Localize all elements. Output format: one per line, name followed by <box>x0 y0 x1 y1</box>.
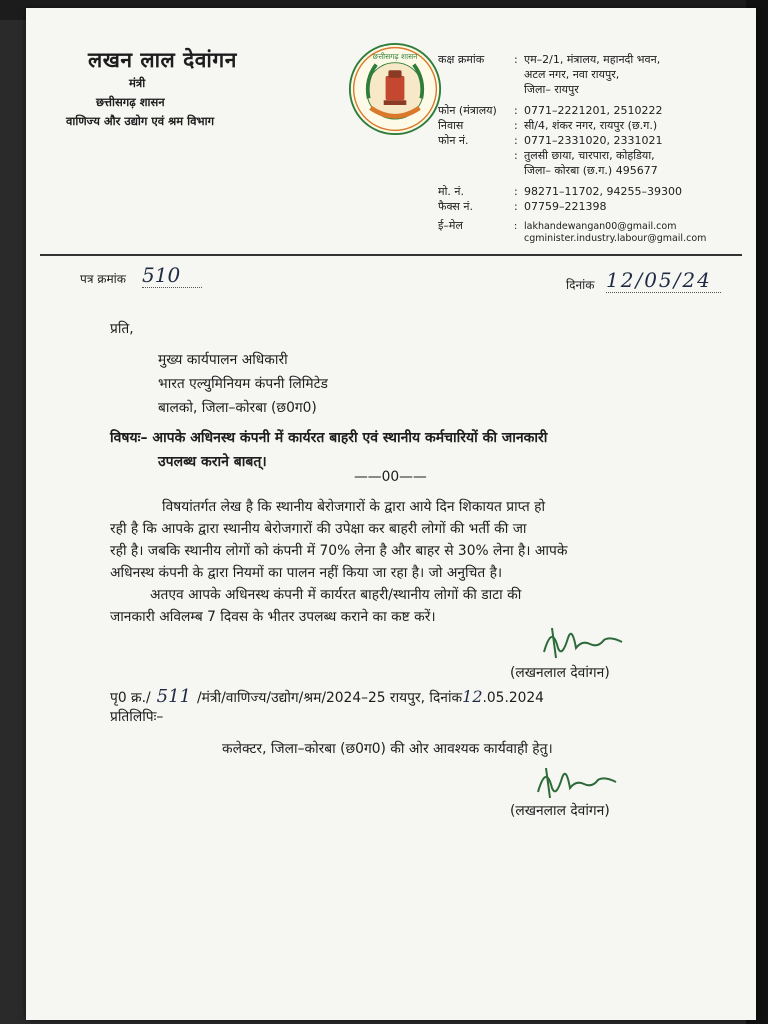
para2-line-1: अतएव आपके अधिनस्थ कंपनी में कार्यरत बाहरी/स्थानीय लोगों की डाटा की <box>150 587 522 603</box>
phone-number: 0771–2331020, 2331021 <box>524 134 663 147</box>
reference-label: पत्र क्रमांक <box>80 272 126 286</box>
signature-1 <box>538 618 628 662</box>
recipient-line-2: भारत एल्युमिनियम कंपनी लिमिटेड <box>158 376 328 392</box>
recipient-line-1: मुख्य कार्यपालन अधिकारी <box>158 352 288 368</box>
office-line-1: एम–2/1, मंत्रालय, महानदी भवन, <box>524 53 661 66</box>
office-label: कक्ष क्रमांक <box>438 53 485 66</box>
phone-label: फोन नं. <box>438 134 469 147</box>
to-label: प्रति, <box>110 321 134 337</box>
residence-label: निवास <box>438 119 464 132</box>
fax-number: 07759–221398 <box>524 200 607 213</box>
signatory-name-1: (लखनलाल देवांगन) <box>510 665 610 681</box>
designation: मंत्री <box>129 76 146 90</box>
endorsement-prefix: पृ0 क्र./ <box>110 690 151 706</box>
subject-label: विषयः– <box>110 430 148 446</box>
para1-line-2: रही है कि आपके द्वारा स्थानीय बेरोजगारों की उपेक्षा कर बाहरी लोगों की भर्ती की जा <box>110 521 527 537</box>
signature-2 <box>532 758 622 802</box>
para2-line-2: जानकारी अविलम्ब 7 दिवस के भीतर उपलब्ध कराने का कष्ट करें। <box>110 609 436 625</box>
reference-number: 510 <box>142 263 202 288</box>
government-seal-emblem <box>348 42 442 136</box>
email-1: lakhandewangan00@gmail.com <box>524 221 677 232</box>
endorsement-number: 511 <box>156 686 191 707</box>
contact-block: कक्ष क्रमांक : एम–2/1, मंत्रालय, महानदी भवन, अटल नगर, नवा रायपुर, जिला– रायपुर फोन (मंत्रालय) : 0771–2221201, 2510222 निवास : सी/4, शंकर नगर, रायपुर (छ.ग.) फोन नं. : 0771–2331020, 2331021 : तुलसी छाया, चारपारा, कोहडिया, जिला– कोरबा (छ.ग.) 495677 मो. नं. : 98271–11702, 94255–39300 फैक्स नं. : 07759–221398 ई–मेल : lakhandewangan00@gmail.com cgminister.industry.labour@gmail.com <box>438 52 748 244</box>
phone-ministry: 0771–2221201, 2510222 <box>524 104 663 117</box>
department-name: वाणिज्य और उद्योग एवं श्रम विभाग <box>66 114 215 128</box>
residence2-line-1: तुलसी छाया, चारपारा, कोहडिया, <box>524 149 655 162</box>
mobile-number: 98271–11702, 94255–39300 <box>524 185 682 198</box>
date-label: दिनांक <box>566 278 595 292</box>
seal-text: छत्तीसगढ़ शासन <box>372 51 418 61</box>
letter-page <box>26 8 756 1020</box>
body-paragraph-1 <box>110 496 670 584</box>
fax-label: फैक्स नं. <box>438 200 473 213</box>
mobile-label: मो. नं. <box>438 185 465 198</box>
para1-line-1: विषयांतर्गत लेख है कि स्थानीय बेरोजगारों के द्वारा आये दिन शिकायत प्राप्त हो <box>162 499 546 515</box>
copy-label: प्रतिलिपिः– <box>110 709 164 725</box>
subject-line-1: आपके अधिनस्थ कंपनी में कार्यरत बाहरी एवं स्थानीय कर्मचारियों की जानकारी <box>152 430 548 446</box>
para1-line-4: अधिनस्थ कंपनी के द्वारा नियमों का पालन नहीं किया जा रहा है। जो अनुचित है। <box>110 565 503 581</box>
email-2: cgminister.industry.labour@gmail.com <box>524 233 707 244</box>
residence2-line-2: जिला– कोरबा (छ.ग.) 495677 <box>524 164 658 177</box>
copy-recipient-line: कलेक्टर, जिला–कोरबा (छ0ग0) की ओर आवश्यक कार्यवाही हेतु। <box>222 741 553 757</box>
endorsement-day: 12 <box>462 687 483 706</box>
section-divider: ——00—— <box>354 469 427 485</box>
recipient-line-3: बालको, जिला–कोरबा (छ0ग0) <box>158 400 317 416</box>
signatory-name-2: (लखनलाल देवांगन) <box>510 803 610 819</box>
endorsement-date-rest: .05.2024 <box>482 690 544 706</box>
letter-date: 12/05/24 <box>606 268 721 293</box>
endorsement-line <box>110 686 544 709</box>
office-line-2: अटल नगर, नवा रायपुर, <box>524 68 620 81</box>
endorsement-middle: /मंत्री/वाणिज्य/उद्योग/श्रम/2024–25 रायपुर, दिनांक <box>197 690 463 706</box>
residence-address: सी/4, शंकर नगर, रायपुर (छ.ग.) <box>524 119 658 132</box>
para1-line-3: रही है। जबकि स्थानीय लोगों को कंपनी में 70% लेना है और बाहर से 30% लेना है। आपके <box>110 543 568 559</box>
minister-name: लखन लाल देवांगन <box>88 48 237 72</box>
office-line-3: जिला– रायपुर <box>524 83 579 96</box>
recipient-block <box>158 348 328 420</box>
government-name: छत्तीसगढ़ शासन <box>96 95 165 109</box>
subject-line-2: उपलब्ध कराने बाबत्। <box>158 454 267 470</box>
header-divider-line <box>40 254 742 256</box>
phone-ministry-label: फोन (मंत्रालय) <box>438 104 497 117</box>
email-label: ई–मेल <box>438 219 463 232</box>
